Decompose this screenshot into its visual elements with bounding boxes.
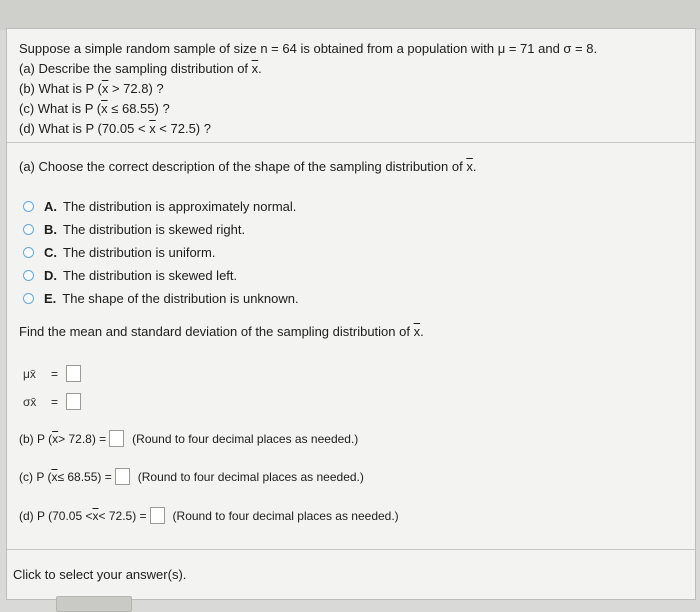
part-d-row — [19, 507, 399, 524]
option-letter: E. — [44, 291, 57, 306]
radio-button[interactable] — [23, 224, 34, 235]
option-text: The distribution is approximately normal. — [63, 199, 297, 214]
option-text: The distribution is skewed right. — [63, 222, 246, 237]
part-d-answer-box[interactable] — [150, 507, 165, 524]
footer-instruction: Click to select your answer(s). — [13, 567, 187, 582]
part-c-label-end: ≤ 68.55) = — [57, 469, 112, 484]
part-a-prompt — [19, 159, 476, 174]
sigma-xbar-label: σx̄ — [23, 394, 37, 409]
option-text: The shape of the distribution is unknown. — [62, 291, 299, 306]
option-a[interactable] — [23, 195, 299, 218]
question-panel — [6, 28, 696, 600]
question-part-b — [19, 79, 597, 99]
radio-button[interactable] — [23, 270, 34, 281]
question-part-b-text: (b) What is P ( — [19, 81, 102, 96]
xbar-symbol: $\overline{x}$ — [92, 508, 99, 523]
question-part-d — [19, 119, 597, 139]
part-d-label-end: < 72.5) = — [98, 508, 147, 523]
rounding-hint: (Round to four decimal places as needed.) — [132, 431, 359, 446]
shape-options — [23, 195, 299, 310]
option-b[interactable] — [23, 218, 299, 241]
xbar-symbol: $\overline{x}$ — [101, 81, 109, 96]
xbar-symbol: $\overline{x}$ — [251, 61, 259, 76]
mean-row — [23, 365, 81, 382]
radio-button[interactable] — [23, 201, 34, 212]
question-intro: Suppose a simple random sample of size n = 64 is obtained from a population with μ = 71 and σ = 8. — [19, 41, 598, 56]
question-part-c — [19, 99, 597, 119]
option-letter: A. — [44, 199, 57, 214]
question-part-a-text: (a) Describe the sampling distribution of — [19, 61, 252, 76]
question-part-c-text: (c) What is P ( — [19, 101, 102, 116]
part-c-label: (c) P ( — [19, 469, 52, 484]
mean-sd-prompt-text: Find the mean and standard deviation of the sampling distribution of — [19, 324, 414, 339]
part-b-answer-box[interactable] — [109, 430, 124, 447]
part-a-prompt-end: . — [472, 159, 477, 174]
divider — [7, 142, 695, 143]
part-d-label: (d) P (70.05 < — [19, 508, 93, 523]
option-e[interactable] — [23, 287, 299, 310]
option-letter: C. — [44, 245, 57, 260]
part-c-row — [19, 468, 364, 485]
equals-sign: = — [51, 366, 59, 381]
radio-button[interactable] — [23, 247, 34, 258]
question-statement — [19, 39, 597, 139]
part-a-prompt-text: (a) Choose the correct description of the shape of the sampling distribution of — [19, 159, 467, 174]
option-c[interactable] — [23, 241, 299, 264]
question-part-d-end: < 72.5) ? — [155, 121, 211, 136]
question-part-c-end: ≤ 68.55) ? — [107, 101, 170, 116]
mean-answer-box[interactable] — [66, 365, 81, 382]
xbar-symbol: $\overline{x}$ — [101, 101, 108, 116]
part-b-label: (b) P ( — [19, 431, 53, 446]
question-part-a — [19, 59, 597, 79]
sd-row — [23, 393, 81, 410]
xbar-symbol: $\overline{x}$ — [149, 121, 156, 136]
xbar-symbol: $\overline{x}$ — [51, 469, 58, 484]
part-c-answer-box[interactable] — [115, 468, 130, 485]
option-letter: D. — [44, 268, 57, 283]
option-d[interactable] — [23, 264, 299, 287]
option-letter: B. — [44, 222, 57, 237]
option-text: The distribution is skewed left. — [63, 268, 238, 283]
option-text: The distribution is uniform. — [63, 245, 216, 260]
question-part-a-end: . — [258, 61, 262, 76]
mean-sd-prompt — [19, 324, 424, 339]
rounding-hint: (Round to four decimal places as needed.) — [172, 508, 399, 523]
question-part-b-end: > 72.8) ? — [108, 81, 164, 96]
mu-xbar-label: μx̄ — [23, 366, 36, 381]
rounding-hint: (Round to four decimal places as needed.) — [137, 469, 364, 484]
divider — [7, 549, 695, 550]
xbar-symbol: $\overline{x}$ — [52, 431, 59, 446]
radio-button[interactable] — [23, 293, 34, 304]
window-top-strip — [0, 0, 700, 30]
xbar-symbol: $\overline{x}$ — [466, 159, 473, 174]
part-b-label-end: > 72.8) = — [58, 431, 107, 446]
mean-sd-prompt-end: . — [420, 324, 424, 339]
bottom-button[interactable] — [56, 596, 132, 612]
equals-sign: = — [51, 394, 59, 409]
sd-answer-box[interactable] — [66, 393, 81, 410]
xbar-symbol: $\overline{x}$ — [413, 324, 421, 339]
part-b-row — [19, 430, 358, 447]
question-part-d-text: (d) What is P (70.05 < — [19, 121, 150, 136]
